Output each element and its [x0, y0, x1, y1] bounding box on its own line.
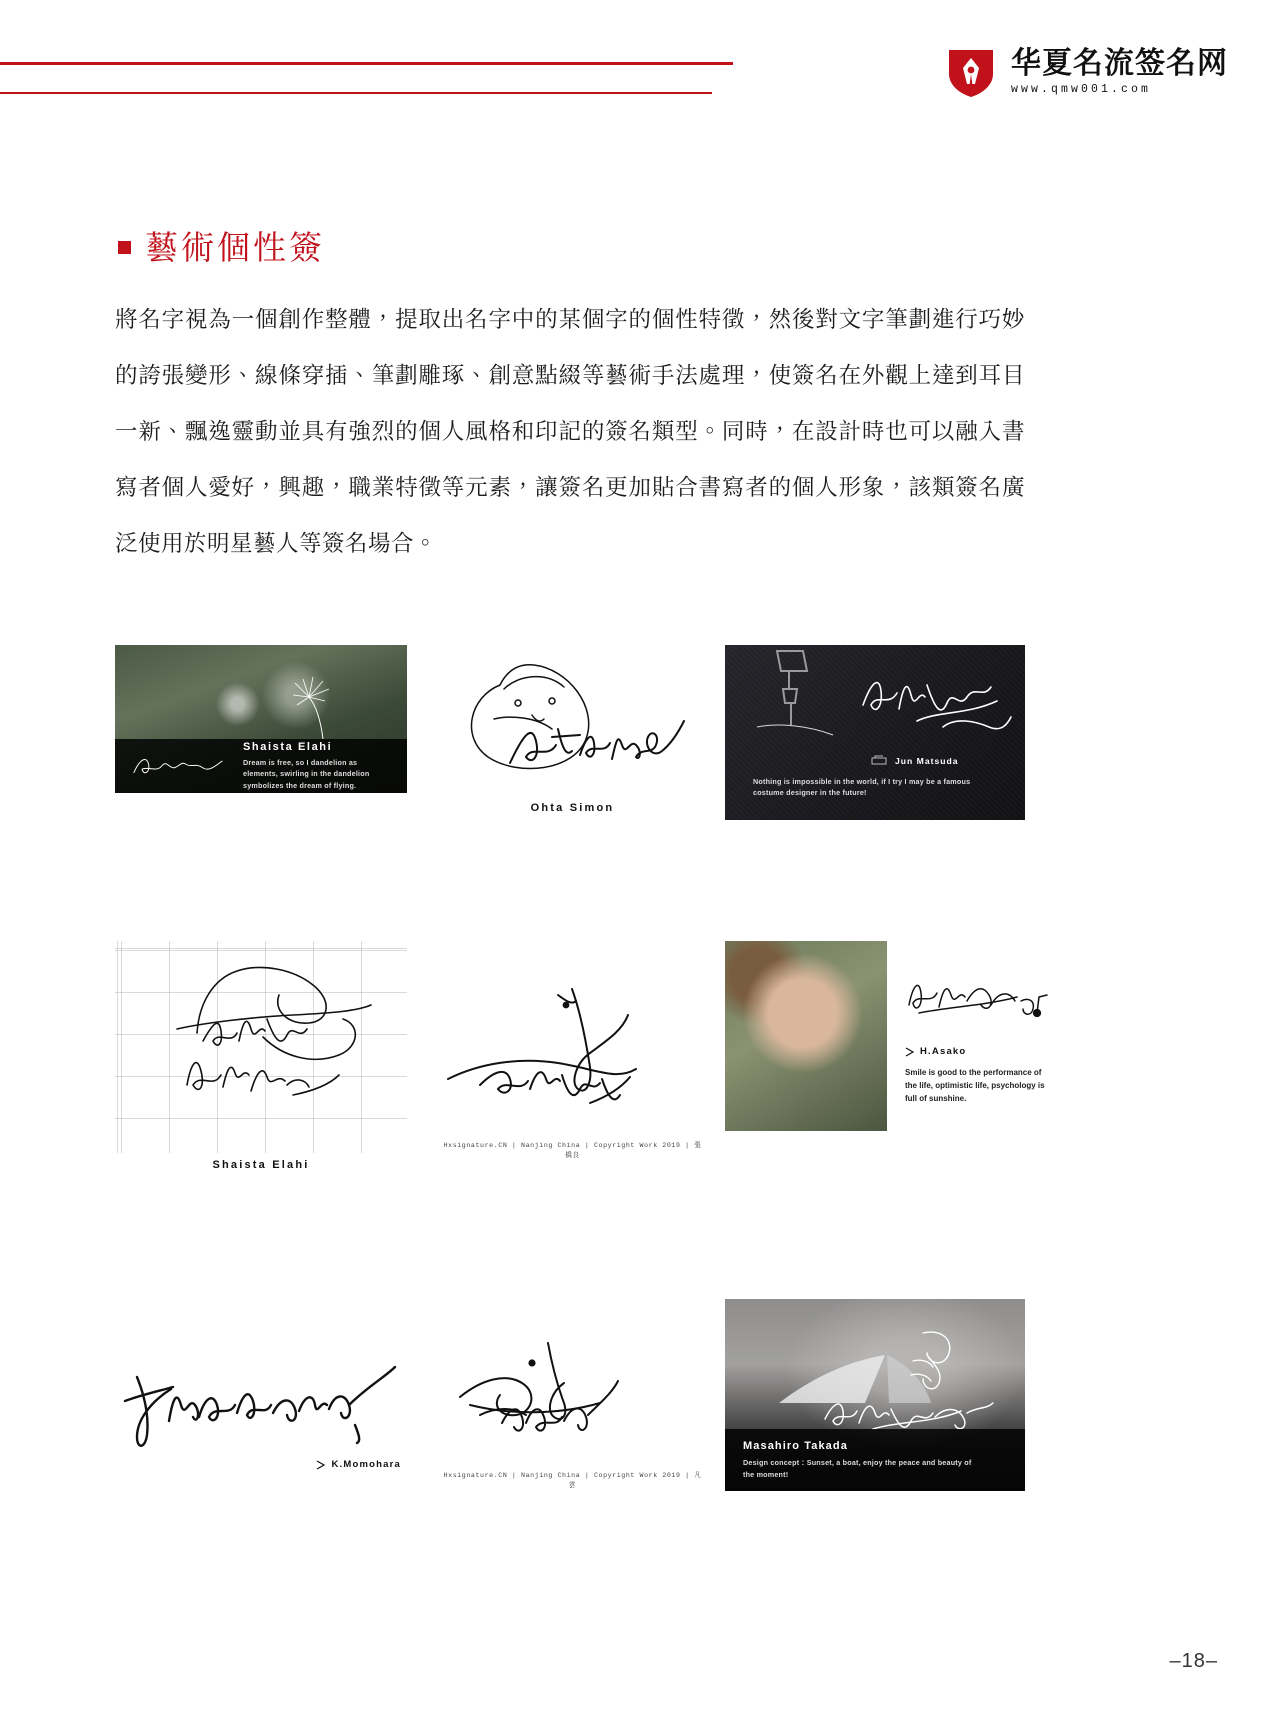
arrow-marker-icon — [316, 1460, 326, 1470]
h-asako-signature — [905, 971, 1051, 1035]
gallery-item-unnamed-signature[interactable] — [440, 941, 705, 1159]
page-header — [0, 0, 1280, 130]
abstract-signature-2 — [440, 1331, 705, 1461]
header-rule-bottom — [0, 92, 712, 94]
signature-name: Masahiro Takada — [743, 1440, 848, 1453]
gallery-row — [115, 941, 1145, 1231]
jun-matsuda-signature — [857, 665, 1017, 750]
abstract-signature — [440, 971, 705, 1131]
gallery-item-k-momohara[interactable] — [115, 1343, 407, 1470]
gallery-item-masahiro-takada[interactable] — [725, 1299, 1025, 1491]
signature-sub-caption — [871, 755, 959, 767]
gallery-item-jun-matsuda[interactable] — [725, 645, 1025, 820]
brand-logo — [943, 44, 1228, 100]
header-rule-top — [0, 62, 733, 65]
signature-caption: Ohta Simon — [530, 802, 615, 814]
signature-gallery — [115, 645, 1145, 1503]
page-title: 藝術個性簽 — [145, 228, 325, 267]
dandelion-illustration-icon — [265, 667, 385, 747]
signature-credit: Hxsignature.CN | Nanjing China | Copyright Work 2019 | 張橋良 — [443, 1142, 702, 1159]
gallery-item-shaista-elahi-photo[interactable] — [115, 645, 407, 793]
signature-sub-caption — [905, 1046, 1055, 1057]
signature-description: Dream is free, so I dandelion as elements, swirling in the dandelion symbolizes the dream of flying. — [243, 758, 370, 790]
pen-shield-icon — [943, 44, 999, 100]
gallery-row — [115, 645, 1145, 915]
section-heading — [118, 222, 325, 269]
gallery-item-unnamed-signature-2[interactable] — [440, 1331, 705, 1489]
signature-sub-name: H.Asako — [920, 1046, 967, 1057]
body-paragraph: 將名字視為一個創作整體，提取出名字中的某個字的個性特徵，然後對文字筆劃進行巧妙的誇張變形、線條穿插、筆劃雕琢、創意點綴等藝術手法處理，使簽名在外觀上達到耳目一新、飄逸靈動並具有強烈的個人風格和印記的簽名類型。同時，在設計時也可以融入書寫者個人愛好，興趣，職業特徵等元素，讓簽名更加貼合書寫者的個人形象，該類簽名廣泛使用於明星藝人等簽名場合。 — [115, 307, 1025, 557]
signature-name: Shaista Elahi — [243, 741, 333, 754]
shaista-elahi-signature — [143, 945, 393, 1145]
sewing-machine-icon — [871, 755, 889, 767]
brand-url: www.qmw001.com — [1011, 83, 1152, 97]
signature-sub-name: Jun Matsuda — [895, 756, 959, 766]
gallery-item-ohta-simon[interactable] — [440, 645, 705, 814]
ohta-simon-signature — [440, 645, 705, 810]
gallery-item-h-asako[interactable] — [725, 941, 1055, 1131]
caption-band — [115, 739, 407, 793]
girl-photo — [725, 941, 887, 1131]
signature-sub-name: K.Momohara — [331, 1459, 401, 1470]
layout-grid-guides — [115, 941, 407, 1153]
arrow-marker-icon — [905, 1047, 915, 1057]
gallery-item-shaista-elahi-grid[interactable] — [115, 941, 407, 1171]
signature-sub-caption — [115, 1459, 407, 1470]
signature-description: Nothing is impossible in the world, if I try I may be a famous costume designer in the future! — [753, 776, 971, 797]
caption-band — [725, 1429, 1025, 1491]
signature-stroke — [129, 746, 227, 786]
k-momohara-signature — [115, 1343, 407, 1463]
sewing-machine-illustration-icon — [737, 649, 867, 739]
dandelion-photo — [115, 645, 407, 793]
signature-description: Smile is good to the performance of the life, optimistic life, psychology is full of sunshine. — [905, 1068, 1045, 1103]
signature-credit: Hxsignature.CN | Nanjing China | Copyright Work 2019 | 凡雲 — [443, 1472, 702, 1489]
square-bullet-icon — [118, 241, 131, 254]
dark-fabric-card — [725, 645, 1025, 820]
boat-sunset-photo — [725, 1299, 1025, 1491]
brand-name: 华夏名流签名网 — [1011, 46, 1228, 80]
signature-caption: Shaista Elahi — [212, 1159, 310, 1171]
gallery-row — [115, 1253, 1145, 1503]
signature-description: Design concept：Sunset, a boat, enjoy the peace and beauty of the moment! — [743, 1458, 972, 1479]
page-number: –18– — [1169, 1650, 1218, 1672]
